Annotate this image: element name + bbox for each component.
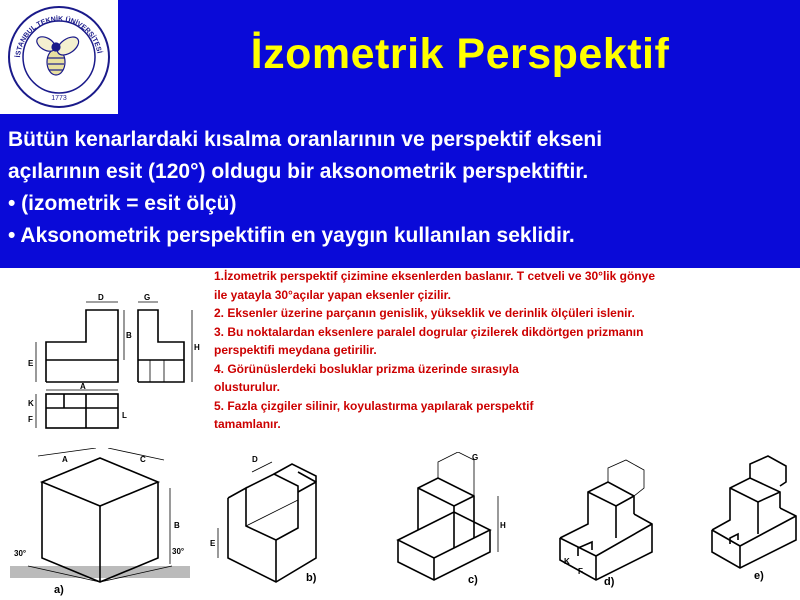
dim-label: H	[500, 521, 506, 530]
figure-d	[540, 452, 660, 592]
orthographic-views	[24, 290, 210, 438]
intro-bullet-1: • (izometrik = esit ölçü)	[8, 192, 237, 215]
figure-a	[8, 448, 208, 598]
intro-bullet-2: • Aksonometrik perspektifin en yaygın kullanılan seklidir.	[8, 224, 575, 247]
dim-label: A	[80, 382, 86, 391]
dim-label: B	[174, 521, 180, 530]
intro-line-1: Bütün kenarlardaki kısalma oranlarının ve perspektif ekseni	[8, 128, 603, 151]
dim-label: E	[28, 359, 34, 368]
dim-label: F	[578, 567, 583, 576]
dim-label: D	[252, 455, 258, 464]
step-line: 4. Görünüslerdeki bosluklar prizma üzerinde sırasıyla	[214, 361, 519, 376]
step-line: 3. Bu noktalardan eksenlere paralel dogrular çizilerek dikdörtgen prizmanın	[214, 324, 644, 339]
step-line: ile yatayla 30°açılar yapan eksenler çizilir.	[214, 287, 451, 302]
step-line: 1.İzometrik perspektif çizimine eksenlerden baslanır. T cetveli ve 30°lik gönye	[214, 269, 655, 283]
figure-b	[206, 448, 326, 598]
intro-line-2: açılarının esit (120°) oldugu bir aksonometrik perspektiftir.	[8, 160, 589, 183]
dim-label: F	[28, 415, 33, 424]
figure-label-c: c)	[468, 574, 478, 586]
figure-c	[386, 452, 516, 592]
step-line: tamamlanır.	[214, 417, 281, 431]
page-title: İzometrik Perspektif	[250, 30, 670, 78]
angle-label-left: 30°	[14, 549, 27, 558]
figure-label-b: b)	[306, 572, 317, 584]
dim-label: E	[210, 539, 216, 548]
step-line: 5. Fazla çizgiler silinir, koyulastırma yapılarak perspektif	[214, 398, 534, 413]
figure-e	[700, 452, 800, 592]
step-line: olusturulur.	[214, 380, 280, 394]
steps-list	[214, 267, 800, 434]
dim-label: G	[472, 453, 479, 462]
angle-label-right: 30°	[172, 547, 185, 556]
figure-label-a: a)	[54, 584, 64, 596]
figure-label-d: d)	[604, 576, 615, 588]
dim-label: C	[140, 455, 146, 464]
dim-label: A	[62, 455, 68, 464]
dim-label: L	[122, 411, 127, 420]
logo-year: 1773	[51, 95, 67, 102]
university-logo	[0, 0, 118, 114]
logo-arc-text: İSTANBUL TEKNİK ÜNİVERSİTESİ	[15, 15, 103, 58]
step-line: perspektifi meydana getirilir.	[214, 343, 377, 357]
dim-label: G	[144, 293, 151, 302]
intro-text	[8, 124, 793, 252]
dim-label: D	[98, 293, 104, 302]
dim-label: H	[194, 343, 200, 352]
dim-label: K	[564, 557, 570, 566]
figure-label-e: e)	[754, 570, 764, 582]
dim-label: K	[28, 399, 34, 408]
dim-label: B	[126, 331, 132, 340]
step-line: 2. Eksenler üzerine parçanın genislik, yükseklik ve derinlik ölçüleri islenir.	[214, 306, 635, 320]
